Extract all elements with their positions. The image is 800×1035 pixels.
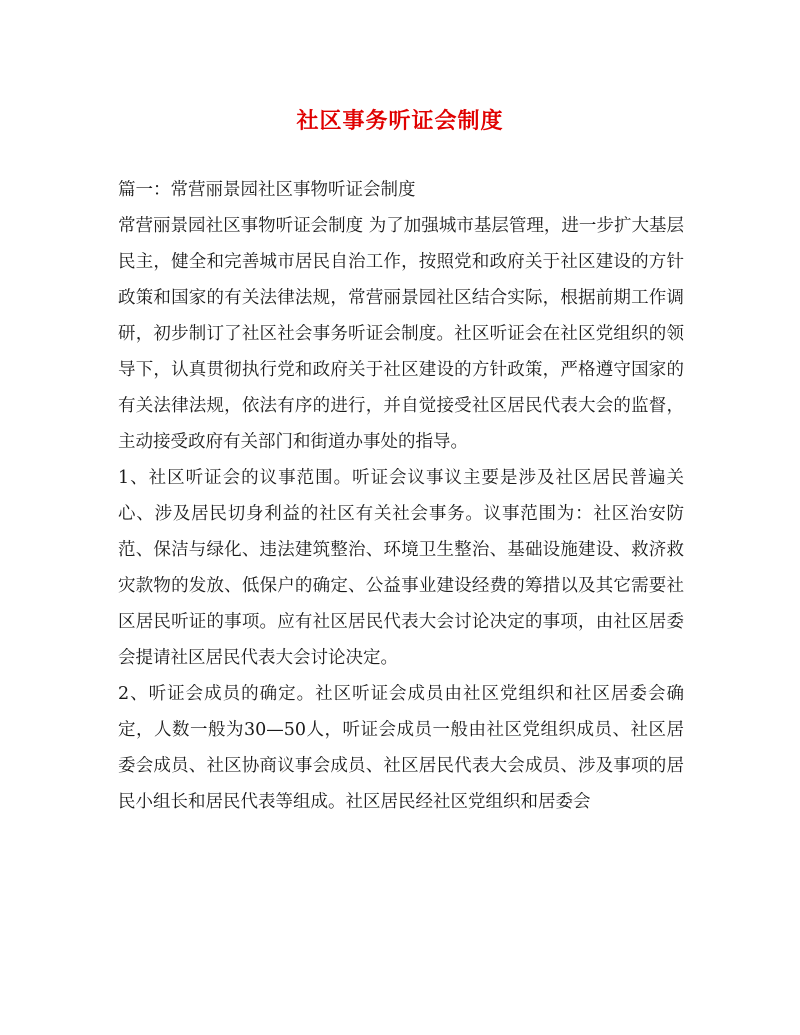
paragraph-section-heading: 篇一：常营丽景园社区事物听证会制度 — [118, 180, 416, 200]
paragraph-item-1: 1、社区听证会的议事范围。听证会议事议主要是涉及社区居民普遍关心、涉及居民切身利益的社区有关社会事务。议事范围为：社区治安防范、保洁与绿化、违法建筑整治、环境卫生整治、基础设施建设、救济救灾款物的发放、低保户的确定、公益事业建设经费的筹措以及其它需要社区居民听证的事项。应有社区居民代表大会讨论决定的事项，由社区居委会提请社区居民代表大会讨论决定。 — [118, 468, 684, 668]
paragraph-item-2: 2、听证会成员的确定。社区听证会成员由社区党组织和社区居委会确定，人数一般为30—50人，听证会成员一般由社区党组织成员、社区居委会成员、社区协商议事会成员、社区居民代表大会成员、涉及事项的居民小组长和居民代表等组成。社区居民经社区党组织和居委会 — [118, 684, 684, 812]
document-body — [118, 172, 684, 820]
paragraph-introduction: 常营丽景园社区事物听证会制度 为了加强城市基层管理，进一步扩大基层民主，健全和完善城市居民自治工作，按照党和政府关于社区建设的方针政策和国家的有关法律法规，常营丽景园社区结合实际，根据前期工作调研，初步制订了社区社会事务听证会制度。社区听证会在社区党组织的领导下，认真贯彻执行党和政府关于社区建设的方针政策，严格遵守国家的有关法律法规，依法有序的进行，并自觉接受社区居民代表大会的监督，主动接受政府有关部门和街道办事处的指导。 — [118, 216, 684, 452]
document-title: 社区事务听证会制度 — [296, 108, 504, 134]
